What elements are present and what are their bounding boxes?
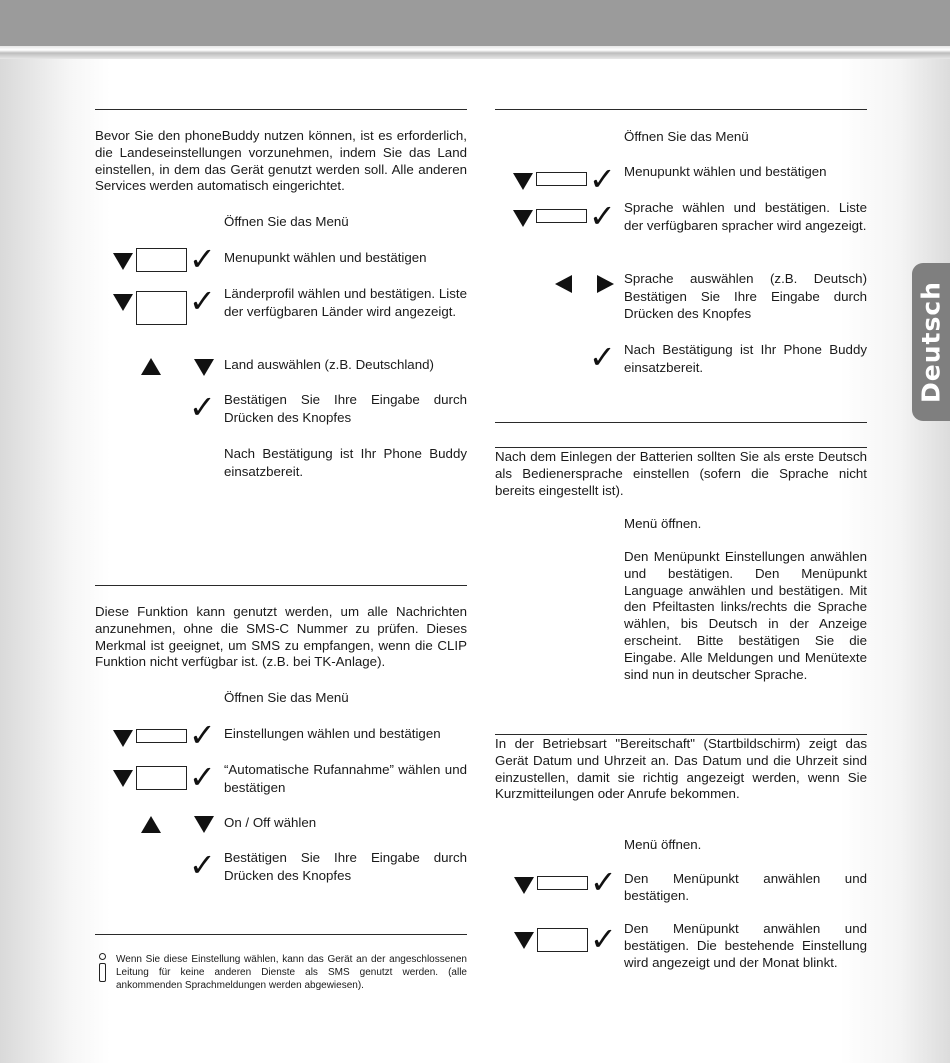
key-icon bbox=[536, 209, 587, 223]
section-rule bbox=[495, 447, 867, 448]
step-text: Menupunkt wählen und bestätigen bbox=[224, 250, 427, 265]
section-rule bbox=[495, 734, 867, 735]
intro-text: In der Betriebsart "Bereitschaft" (Startbildschirm) zeigt das Gerät Datum und Uhrzeit an. Das Datum und die Uhrzeit sind einzustellen, damit sie richtig angezeigt werden, wenn Sie Kurzmitteilungen oder Anrufe bekommen. bbox=[495, 736, 867, 802]
header-bar bbox=[0, 0, 950, 46]
arrow-left-icon bbox=[555, 275, 572, 293]
check-icon: ✓ bbox=[189, 758, 216, 796]
key-icon bbox=[136, 248, 187, 272]
check-icon: ✓ bbox=[189, 716, 216, 754]
key-icon bbox=[136, 766, 187, 790]
step-text: Menupunkt wählen und bestätigen bbox=[624, 164, 827, 179]
step-text: Sprache auswählen (z.B. Deutsch) Bestätigen Sie Ihre Eingabe durch Drücken des Knopfes bbox=[624, 271, 867, 321]
step-text: “Automatische Rufannahme” wählen und bestätigen bbox=[224, 762, 467, 795]
key-icon bbox=[136, 291, 187, 325]
section-rule bbox=[95, 109, 467, 110]
arrow-down-icon bbox=[513, 210, 533, 227]
section-rule bbox=[95, 585, 467, 586]
step-text: Den Menüpunkt anwählen und bestätigen. bbox=[624, 871, 867, 903]
step-text: Öffnen Sie das Menü bbox=[624, 129, 749, 144]
step-text: On / Off wählen bbox=[224, 815, 317, 830]
note-text: Wenn Sie diese Einstellung wählen, kann das Gerät an der angeschlossenen Leitung für keine anderen Dienste als SMS genutzt werden. (alle ankommenden Sprachmeldungen werden abgewiesen). bbox=[116, 954, 467, 991]
step-text: Den Menüpunkt Einstellungen anwählen und bestätigen. Den Menüpunkt Language anwählen und bestätigen. Mit den Pfeiltasten links/rechts die Sprache wählen, bis Deutsch in der Anzeige erscheint. Bitte bestätigen Sie die Eingabe. Alle Meldungen und Menütexte sind nun in deutscher Sprache. bbox=[624, 549, 867, 682]
key-icon bbox=[136, 729, 187, 743]
step-text: Öffnen Sie das Menü bbox=[224, 690, 349, 705]
side-tab-label: Deutsch bbox=[916, 281, 946, 403]
side-tab bbox=[912, 263, 950, 421]
step-text: Bestätigen Sie Ihre Eingabe durch Drücken des Knopfes bbox=[224, 850, 467, 883]
step-text: Einstellungen wählen und bestätigen bbox=[224, 726, 441, 741]
check-icon: ✓ bbox=[589, 197, 616, 235]
step-text: Nach Bestätigung ist Ihr Phone Buddy einsatzbereit. bbox=[224, 446, 467, 479]
info-icon bbox=[99, 953, 106, 982]
step-text: Menü öffnen. bbox=[624, 837, 702, 852]
check-icon: ✓ bbox=[589, 160, 616, 198]
intro-text: Nach dem Einlegen der Batterien sollten Sie als erste Deutsch als Bedienersprache einstellen (sofern die Sprache nicht bereits eingestellt ist). bbox=[495, 449, 867, 498]
arrow-down-icon bbox=[113, 253, 133, 270]
section-rule bbox=[495, 422, 867, 423]
check-icon: ✓ bbox=[189, 846, 216, 884]
arrow-down-icon bbox=[113, 730, 133, 747]
check-icon: ✓ bbox=[189, 282, 216, 320]
check-icon: ✓ bbox=[189, 240, 216, 278]
arrow-down-icon bbox=[113, 770, 133, 787]
arrow-down-icon bbox=[194, 816, 214, 833]
arrow-right-icon bbox=[597, 275, 614, 293]
step-text: Land auswählen (z.B. Deutschland) bbox=[224, 357, 434, 372]
intro-text: Bevor Sie den phoneBuddy nutzen können, ist es erforderlich, die Landeseinstellungen vorzunehmen, indem Sie das Land einstellen, in dem das Gerät genutzt werden soll. Alle anderen Services werden automatisch eingerichtet. bbox=[95, 128, 467, 194]
intro-text: Diese Funktion kann genutzt werden, um alle Nachrichten anzunehmen, ohne die SMS-C Nummer zu prüfen. Dieses Merkmal ist geeignet, um SMS zu empfangen, wenn die CLIP Funktion nicht verfügbar ist. (z.B. bei TK-Anlage). bbox=[95, 604, 467, 670]
section-rule bbox=[95, 934, 467, 935]
step-text: Länderprofil wählen und bestätigen. Liste der verfügbaren Länder wird angezeigt. bbox=[224, 286, 467, 319]
arrow-down-icon bbox=[513, 173, 533, 190]
arrow-down-icon bbox=[113, 294, 133, 311]
step-text: Bestätigen Sie Ihre Eingabe durch Drücken des Knopfes bbox=[224, 392, 467, 425]
check-icon: ✓ bbox=[189, 388, 216, 426]
arrow-up-icon bbox=[141, 816, 161, 833]
step-text: Nach Bestätigung ist Ihr Phone Buddy einsatzbereit. bbox=[624, 342, 867, 375]
step-text: Sprache wählen und bestätigen. Liste der verfügbaren spracher wird angezeigt. bbox=[624, 200, 867, 233]
key-icon bbox=[537, 928, 588, 952]
key-icon bbox=[537, 876, 588, 890]
step-text: Den Menüpunkt anwählen und bestätigen. Die bestehende Einstellung wird angezeigt und der Monat blinkt. bbox=[624, 921, 867, 970]
arrow-down-icon bbox=[514, 932, 534, 949]
key-icon bbox=[536, 172, 587, 186]
check-icon: ✓ bbox=[589, 338, 616, 376]
step-text: Öffnen Sie das Menü bbox=[224, 214, 349, 229]
info-icon-dot bbox=[99, 953, 106, 960]
check-icon: ✓ bbox=[590, 920, 617, 958]
section-rule bbox=[495, 109, 867, 110]
arrow-up-icon bbox=[141, 358, 161, 375]
arrow-down-icon bbox=[194, 359, 214, 376]
arrow-down-icon bbox=[514, 877, 534, 894]
step-text: Menü öffnen. bbox=[624, 516, 702, 531]
check-icon: ✓ bbox=[590, 863, 617, 901]
info-icon-bar bbox=[99, 963, 106, 982]
header-stripe bbox=[0, 46, 950, 59]
